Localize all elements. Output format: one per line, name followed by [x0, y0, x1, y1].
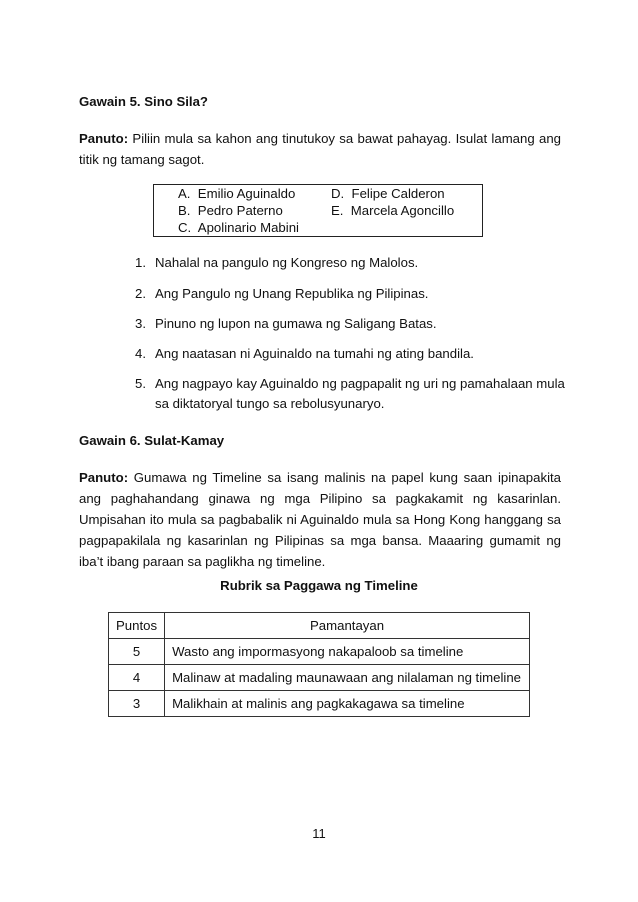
choice-c: C. Apolinario Mabini — [178, 220, 299, 235]
points-cell: 4 — [109, 665, 165, 691]
question-text: Ang naatasan ni Aguinaldo na tumahi ng ating bandila. — [155, 346, 474, 361]
table-row — [109, 665, 530, 691]
question-number: 3. — [135, 316, 146, 331]
points-cell: 5 — [109, 639, 165, 665]
gawain5-heading: Gawain 5. Sino Sila? — [79, 94, 208, 109]
rubric-title: Rubrik sa Paggawa ng Timeline — [220, 578, 418, 593]
choices-box — [153, 184, 483, 237]
gawain6-instructions — [79, 467, 561, 572]
question-number: 1. — [135, 255, 146, 270]
table-header-row — [109, 613, 530, 639]
question-number: 5. — [135, 376, 146, 391]
criteria-cell: Malikhain at malinis ang pagkakagawa sa timeline — [165, 691, 530, 717]
criteria-cell: Wasto ang impormasyong nakapaloob sa timeline — [165, 639, 530, 665]
rubric-table — [108, 612, 530, 717]
gawain6-heading: Gawain 6. Sulat-Kamay — [79, 433, 225, 448]
panuto-text: Piliin mula sa kahon ang tinutukoy sa bawat pahayag. Isulat lamang ang titik ng tamang sagot. — [79, 131, 561, 167]
page-number: 11 — [312, 826, 326, 841]
panuto-label: Panuto: — [79, 131, 129, 146]
criteria-cell: Malinaw at madaling maunawaan ang nilalaman ng timeline — [165, 665, 530, 691]
question-text: Ang Pangulo ng Unang Republika ng Pilipinas. — [155, 286, 429, 301]
choice-b: B. Pedro Paterno — [178, 203, 283, 218]
table-row — [109, 691, 530, 717]
question-number: 4. — [135, 346, 146, 361]
panuto-text: Gumawa ng Timeline sa isang malinis na papel kung saan ipinapakita ang paghahandang ginawa ng mga Pilipino sa pagkakamit ng kasarinlan. Umpisahan ito mula sa pagbabalik ni Aguinaldo mula sa Hong Kong hanggang sa pagpapakilala ng kasarinlan ng Pilipinas sa mga bansa. Maaaring gumamit ng iba’t ibang paraan sa paglikha ng timeline. — [79, 470, 561, 569]
table-row — [109, 639, 530, 665]
column-header: Puntos — [109, 613, 165, 639]
choice-e: E. Marcela Agoncillo — [331, 203, 455, 218]
panuto-label: Panuto: — [79, 470, 129, 485]
choice-d: D. Felipe Calderon — [331, 186, 445, 201]
choice-a: A. Emilio Aguinaldo — [178, 186, 296, 201]
points-cell: 3 — [109, 691, 165, 717]
question-text: Pinuno ng lupon na gumawa ng Saligang Batas. — [155, 316, 437, 331]
question-text: Ang nagpayo kay Aguinaldo ng pagpapalit ng uri ng pamahalaan mula sa diktatoryal tungo sa rebolusyunaryo. — [155, 376, 565, 411]
question-text: Nahalal na pangulo ng Kongreso ng Malolos. — [155, 255, 419, 270]
question-number: 2. — [135, 286, 146, 301]
column-header: Pamantayan — [165, 613, 530, 639]
gawain5-instructions — [79, 128, 561, 170]
